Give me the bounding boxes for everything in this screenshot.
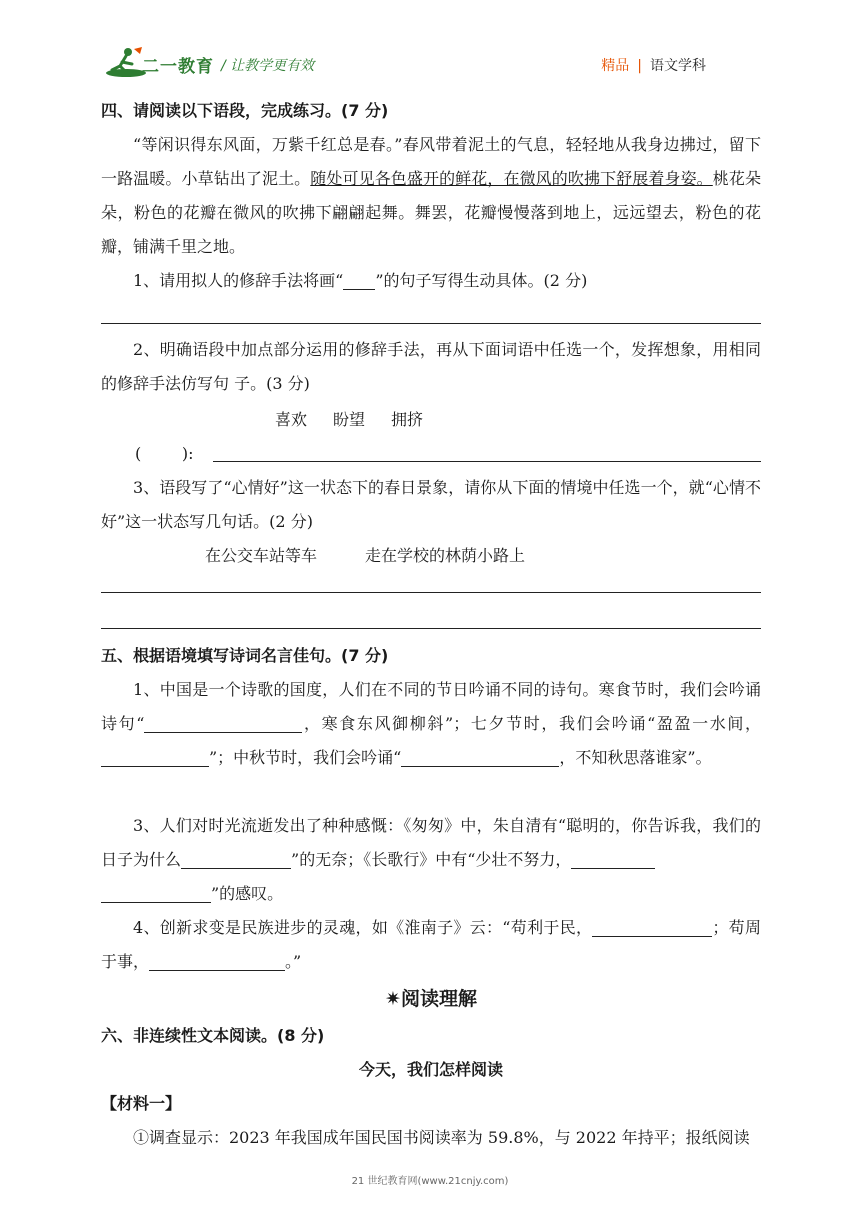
- answer-blank[interactable]: [101, 882, 211, 903]
- page-footer: 21 世纪教育网(www.21cnjy.com): [351, 1176, 509, 1187]
- answer-blank[interactable]: [101, 746, 209, 767]
- word-choice: 拥挤: [391, 410, 424, 429]
- document-body: [101, 94, 761, 1155]
- material-1-text: ①调查显示：2023 年我国成年国民国书阅读率为 59.8%，与 2022 年持平；报纸阅读: [133, 1128, 750, 1147]
- q5-item1: 1、中国是一个诗歌的国度，人们在不同的节日吟诵不同的诗句。寒食节时，我们会吟诵诗句“ ，寒食东风御柳斜”；七夕节时，我们会吟诵“盈盈一水间，”；中秋节时，我们会吟诵“ ，不知秋思落谁家”。: [101, 680, 761, 767]
- answer-blank[interactable]: [592, 916, 712, 937]
- situation-choices: [101, 539, 761, 573]
- q4-passage: [101, 128, 761, 264]
- answer-blank[interactable]: [571, 848, 655, 869]
- word-choices: [101, 403, 761, 437]
- q4-item2: 2、明确语段中加点部分运用的修辞手法，再从下面词语中任选一个，发挥想象，用相同的修辞手法仿写句 子。(3 分): [101, 340, 761, 393]
- word-choice: 盼望: [333, 410, 366, 429]
- answer-blank[interactable]: [213, 441, 761, 462]
- underline-mark: [343, 269, 375, 290]
- logo-text: 二一教育: [142, 57, 214, 77]
- tag-quality: 精品: [601, 58, 630, 74]
- situation-choice: 走在学校的林荫小路上: [365, 546, 526, 565]
- q4-item1: 1、请用拟人的修辞手法将画“ ”的句子写得生动具体。(2 分): [133, 271, 588, 290]
- q5-title: 五、根据语境填写诗词名言佳句。(7 分): [101, 646, 389, 665]
- slogan: / 让教学更有效: [221, 58, 315, 74]
- paren-answer-row: [101, 437, 761, 471]
- paren-label: ( ):: [135, 444, 194, 463]
- material-label: 【材料一】: [101, 1094, 182, 1113]
- answer-blank[interactable]: [401, 746, 559, 767]
- reading-section-title: ✷阅读理解: [385, 988, 477, 1010]
- answer-blank[interactable]: [181, 848, 291, 869]
- q5-item3: 3、人们对时光流逝发出了种种感慨：《匆匆》中，朱自清有“聪明的，你告诉我，我们的日子为什么 ”的无奈；《长歌行》中有“少壮不努力， ”的感叹。: [101, 816, 761, 903]
- answer-blank[interactable]: [149, 950, 285, 971]
- q4-item3: 3、语段写了“心情好”这一状态下的春日景象，请你从下面的情境中任选一个，就“心情不好”这一状态写几句话。(2 分): [101, 478, 761, 531]
- answer-blank[interactable]: [144, 712, 302, 733]
- article-title: 今天，我们怎样阅读: [358, 1060, 503, 1079]
- tag-subject: 语文学科: [650, 58, 706, 74]
- q5-item4: 4、创新求变是民族进步的灵魂，如《淮南子》云：“苟利于民， ；苟周于事， 。”: [101, 918, 761, 971]
- passage-part1: “等闲识得东风面，万紫千红总是春。”春风带着泥土的气息，轻轻地从我身边拂过，留下一路温暖。小草钻出了泥土。: [101, 135, 761, 188]
- q6-title: 六、非连续性文本阅读。(8 分): [101, 1026, 325, 1045]
- tag-separator: |: [637, 58, 642, 74]
- page-header: [0, 0, 860, 90]
- passage-part2: 桃花朵朵，粉色的花瓣在微风的吹拂下翩翩起舞。舞罢，花瓣慢慢落到地上，远远望去，粉色的花瓣，铺满千里之地。: [101, 169, 761, 256]
- passage-underlined: 随处可见各色盛开的鲜花，在微风的吹拂下舒展着身姿。: [310, 169, 713, 188]
- header-tags: [601, 55, 706, 75]
- word-choice: 喜欢: [275, 410, 308, 429]
- situation-choice: 在公交车站等车: [205, 546, 318, 565]
- q4-title: 四、请阅读以下语段，完成练习。(7 分): [101, 101, 389, 120]
